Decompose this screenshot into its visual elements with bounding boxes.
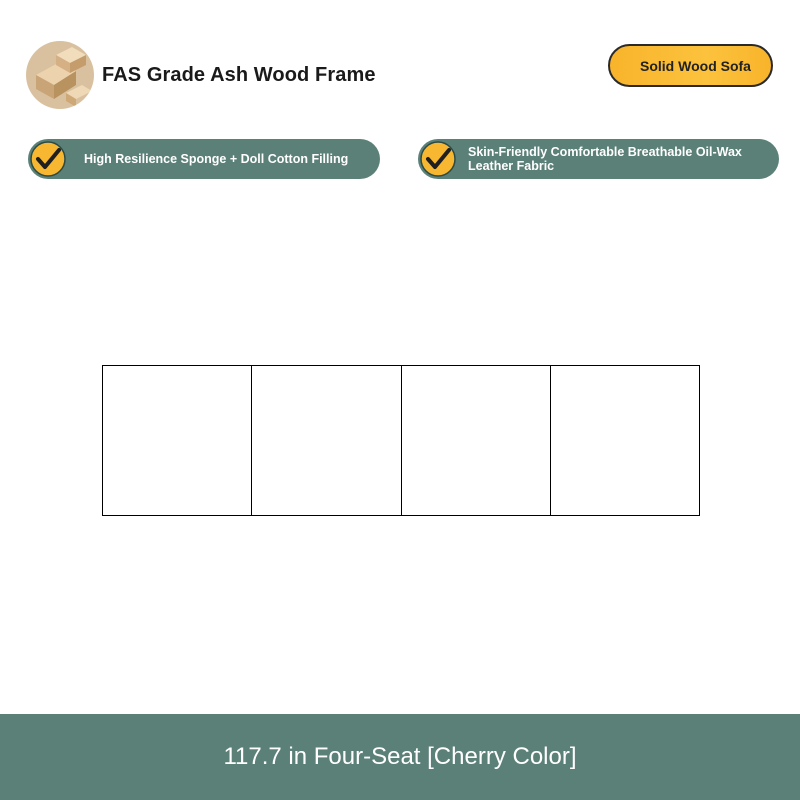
grid-cell <box>103 366 252 515</box>
product-size-label: 117.7 in Four-Seat [Cherry Color] <box>223 743 577 770</box>
footer-banner <box>0 714 800 800</box>
grid-cell <box>402 366 551 515</box>
feature-pill-fabric <box>418 139 779 179</box>
feature-text: High Resilience Sponge + Doll Cotton Filling <box>84 152 349 166</box>
empty-cell-grid <box>102 365 700 516</box>
badge-label: Solid Wood Sofa <box>640 57 751 74</box>
feature-text: Skin-Friendly Comfortable Breathable Oil-Wax Leather Fabric <box>468 145 742 173</box>
page-title: FAS Grade Ash Wood Frame <box>102 63 376 86</box>
brand-header <box>26 41 376 109</box>
grid-cell <box>551 366 699 515</box>
checkmark-icon <box>420 141 456 177</box>
grid-cell <box>252 366 401 515</box>
checkmark-icon <box>30 141 66 177</box>
feature-pill-filling <box>28 139 380 179</box>
wood-blocks-image <box>26 41 94 109</box>
solid-wood-sofa-badge <box>608 44 773 87</box>
